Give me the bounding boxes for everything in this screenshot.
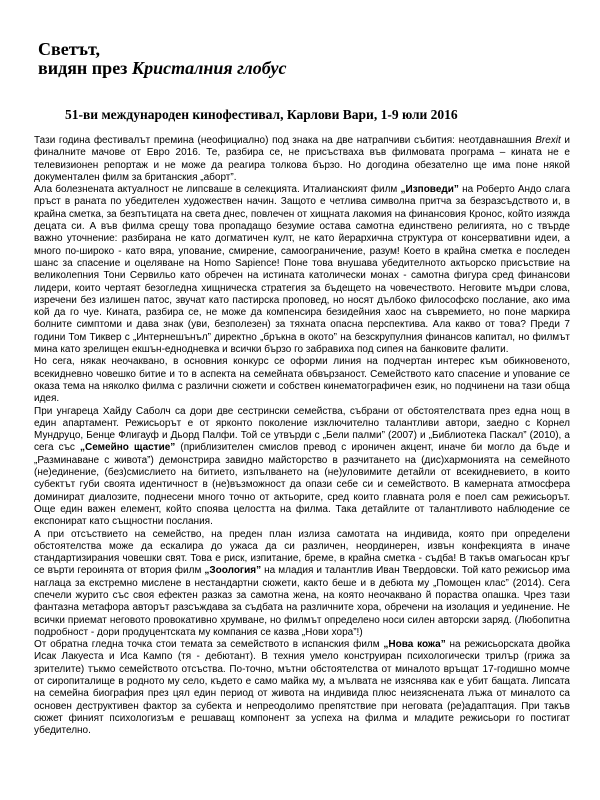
film-title: „Изповеди” [400, 184, 459, 196]
paragraph-text: От обратна гледна точка стои темата за семейството в испанския филм [34, 639, 384, 651]
paragraph-text: Ала болезнената актуалност не липсваше в селекцията. Италианският филм [34, 184, 401, 196]
film-title: „Нова кожа” [383, 639, 446, 651]
title-line-2 [38, 59, 287, 78]
title-line-2-prefix: видян през [38, 58, 132, 78]
paragraph-text: Но сега, някак неочаквано, в основния конкурс се оформи линия на подчертан интерес към обикновеното, всекидневно човешко битие и то в аспекта на семейната обвързаност. Семейството като спасение и упование се оказа тема на няколко филма с различни сюжети и собствен кинематографичен език, но подчинени на тази обща идея. [34, 356, 570, 405]
article-paragraph [34, 135, 570, 184]
film-title: „Семейно щастие” [80, 442, 176, 454]
paragraph-text: Тази година фестивалът премина (неофициално) под знака на две натрапчиви събития: неотдавнашния [34, 135, 536, 146]
film-title: „Зоология” [204, 565, 262, 577]
paragraph-text: При унгареца Хайду Саболч са дори две сестрински семейства, събрани от обстоятелствата през една нощ в един апартамент. Режисьорът е от ярконто поколение изключително талантливи автори, заедно с Корнел Мундруцо, Бенце Флигауф и Дьорд Палфи. Той се утвърди с „Бели палми” (2007) и „Библиотека Паскал” (2010), а сега със [34, 405, 570, 454]
article-paragraph [34, 184, 570, 356]
title-line-2-italic: Кристалния глобус [131, 58, 287, 78]
paragraph-text: на режисьорската двойка Исак Лакуеста и Иса Кампо (тя - дебютант). В техния умело конструиран психологически трилър (грижа за зрителите) тъкмо семейството отсъства. По-точно, мътни обстоятелства от миналото връщат 17-годишно момче от сиропиталище в родното му село, където е само майка му, а мълвата не изяснява как е убит бащата. Липсата на семейна биография през цял един период от живота на индивида плюс неизяснената лъжа от миналото са основен деструктивен фактор за субекта и непреодолимо препятствие при неговата (ре)адаптация. При такъв сюжет финият психологизъм е решаващ компонент за успеха на филма и младите режисьори го постигат убедително. [34, 639, 571, 737]
paragraph-text: на Роберто Андо слага пръст в раната по убедителен художествен начин. Защото е четлива символна притча за безразсъдството и, в крайна сметка, за безпътицата на света днес, повлечен от хищната лакомия на финансовия Кронос, който изяжда децата си. А във филма срещу това пропадащо безумие остава самотна единствено религията, но с твърде важно уточнение: разбирана не като догматичен култ, не като йерархична структура от консервативни идеи, а много по-широко - като вяра, упование, смирение, самоограничение, разум! Което в крайна сметка е последен шанс за спасение и оцеляване на Homo Sapience! Поне това внушава убедителното актьорско присъствие на великолепния Тони Сервильо като обречен на истината католически монах - самотна фигура сред финансови лидери, които чертаят безогледна хищническа стратегия за бъдещето на човечеството. Неговите мъдри слова, изречени без излишен патос, звучат като пастирска проповед, но носят дълбоко философско послание, ако има кой да го чуе. Кината, разбира се, не може да компенсира безидейния хаос на съвремието, но поне маркира болните симптоми и дава знак (уви, безполезен) за тяхната опасна перспектива. Ала какво от това? Преди 7 години Том Тиквер с „Интернешънъл” директно „бръкна в окото” на безскрупулния финансов капитал, но филмът мина като зрелищен екшън-еднодневка и всички бързо го забравиха под сипея на банковите фалити. [34, 184, 571, 356]
title-line-1: Светът, [38, 39, 101, 59]
article-body [34, 135, 570, 738]
paragraph-text: А при отсъствието на семейство, на преден план излиза самотата на индивида, която при определени обстоятелства може да ескалира до ужаса да си различен, неординерен, извън конфекцията в иначе стандартизирания човешки свят. Това е риск, изпитание, бреме, в крайна сметка - съдба! В такъв омагьосан кръг се върти героинята от втория филм [34, 528, 570, 577]
article-paragraph [34, 639, 570, 737]
page-title [38, 40, 287, 78]
paragraph-text: и финалните мачове от Евро 2016. Те, разбира се, не присъстваха във филмовата програма – кината не е телевизионен репортаж и не може да реагира толкова бързо. Но догодина обезателно ще има поне някой документален филм за британския „аборт”. [34, 135, 570, 183]
article-paragraph [34, 529, 570, 640]
article-paragraph [34, 356, 570, 405]
emphasis-text: Brexit [535, 135, 561, 146]
paragraph-text: на младия и талантлив Иван Твердовски. Той като режисьор има наглаца за екстремно мислене в нестандартни сюжети, както беше и в дебюта му „Помощен клас” (2014). Сега спечели журито със своя ефектен разказ за самотна жена, на която неочаквано й пораства опашка. Чрез тази фантазна метафора авторът разсъждава за съдбата на различните хора, обречени на изолация и уединение. Не всички приемат неговото провокативно хрумване, но филмът определено носи силен авторски заряд. (Любопитна подробност - дори продуцентската му компания се казва „Нови хора”!) [34, 565, 570, 638]
paragraph-text: (приблизителен смислов превод с ироничен акцент, иначе би могло да бъде и „Разминаване с живота”) демонстрира завидно майсторство в разчитането на (дис)хармонията на семейното (не)единение, (без)смислието на битието, изпълването на (не)уловимите детайли от всекидневието, в които субектът губи своята идентичност в (не)възможност да опази себе си и семейството. В камерната атмосфера доминират диалозите, поднесени много точно от актьорите, сред които главната роля е поел сам режисьорът. Още един важен елемент, който споява целостта на филма. Така детайлите от талантливото наблюдение се експонират като същностни послания. [34, 442, 570, 528]
article-paragraph [34, 406, 570, 529]
festival-subtitle: 51-ви международен кинофестивал, Карлови Вари, 1-9 юли 2016 [65, 107, 458, 122]
